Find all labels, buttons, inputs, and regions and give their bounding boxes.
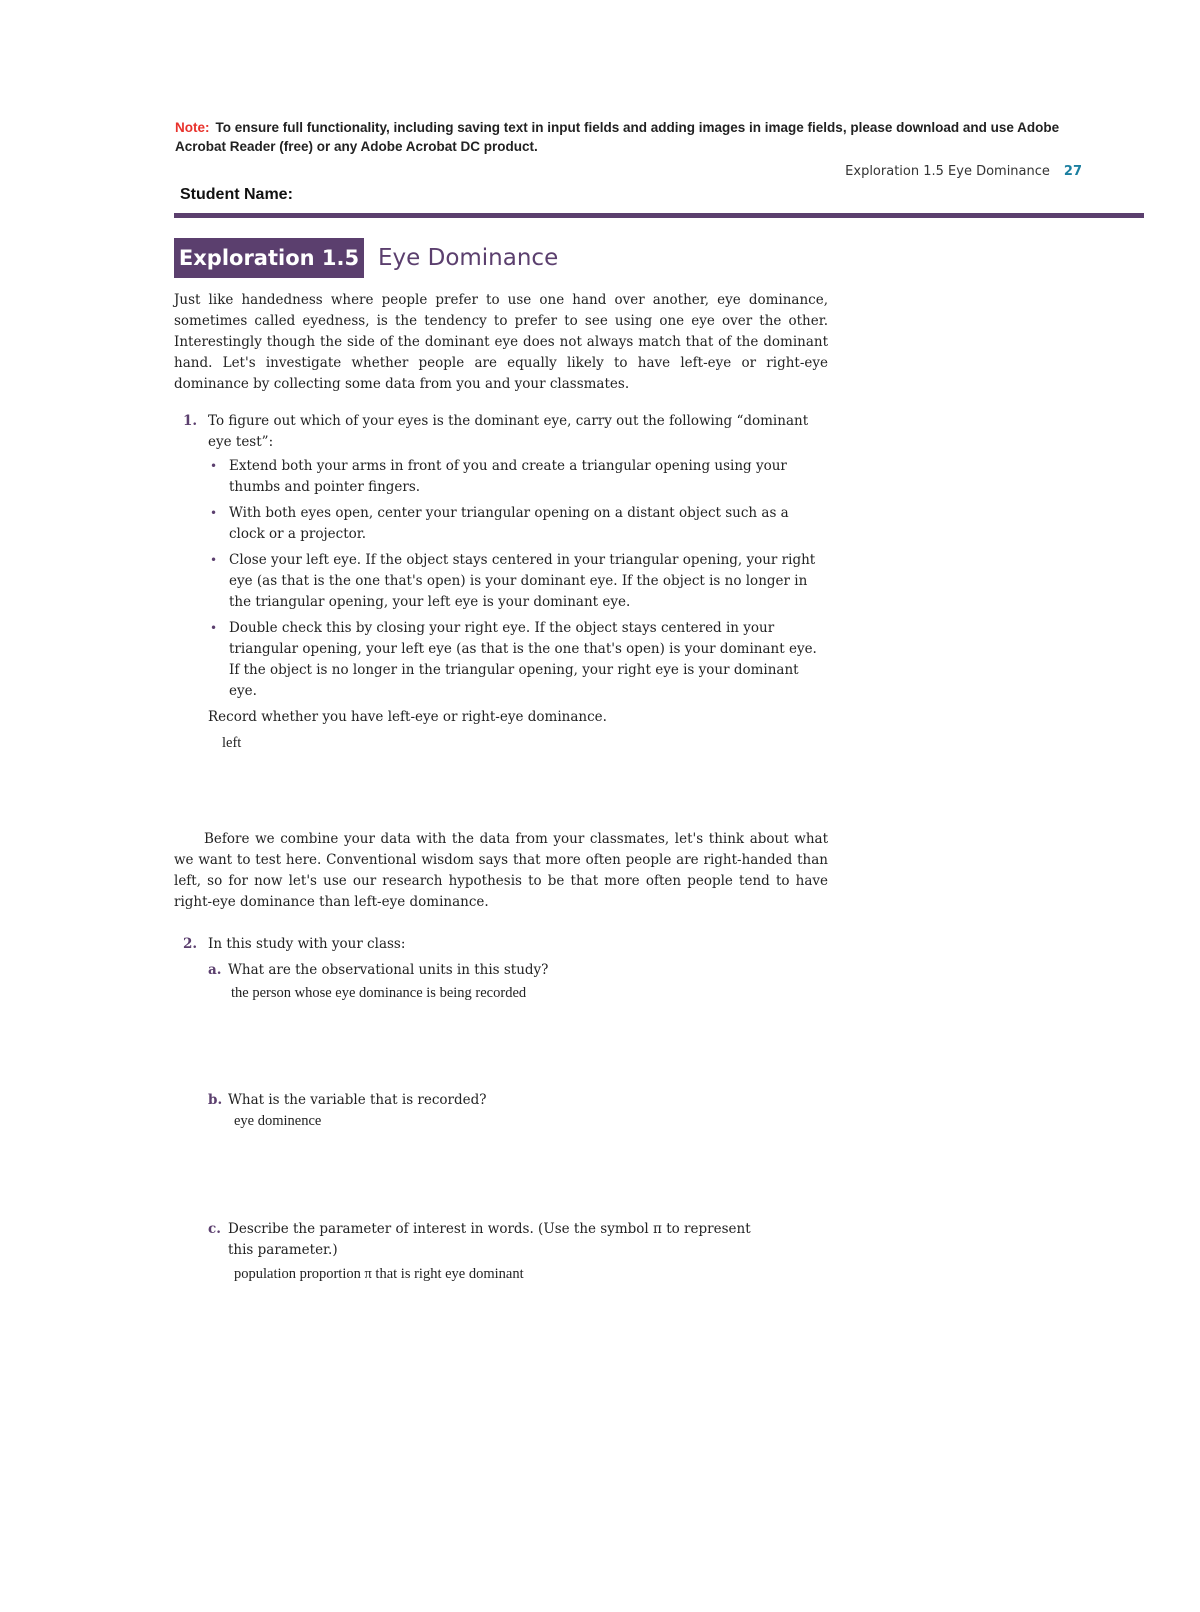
running-head-title: Exploration 1.5 Eye Dominance [845,164,1050,179]
question-2 [183,934,828,955]
question-1-text: To figure out which of your eyes is the dominant eye, carry out the following “dominant eye test”: [208,413,809,450]
question-2b [208,1090,828,1111]
record-prompt: Record whether you have left-eye or right-eye dominance. [208,709,607,725]
question-2c-letter: c. [208,1221,221,1237]
header-divider [174,213,1144,218]
question-2c-text: Describe the parameter of interest in words. (Use the symbol π to represent this parameter.) [228,1221,751,1258]
note-label: Note: [175,120,210,135]
note-text: To ensure full functionality, including saving text in input fields and adding images in image fields, please download and use Adobe Acrobat Reader (free) or any Adobe Acrobat DC product. [175,120,1060,154]
hypothesis-paragraph: Before we combine your data with the data from your classmates, let's think about what we want to test here. Conventional wisdom says that more often people are right-handed than left, so for now let's use our research hypothesis to be that more often people tend to have right-eye dominance than left-eye dominance. [174,831,828,910]
answer-field-q2a[interactable]: the person whose eye dominance is being recorded [231,985,527,1001]
question-2a [208,960,828,981]
eye-test-step: • Double check this by closing your right eye. If the object stays centered in your triangular opening, your left eye (as that is the one that's open) is your dominant eye. If the object is no longer in the triangular opening, your right eye is your dominant eye. [229,618,828,702]
question-2-number: 2. [183,936,198,952]
eye-test-step: • With both eyes open, center your triangular opening on a distant object such as a clock or a projector. [229,503,828,545]
question-2b-text: What is the variable that is recorded? [228,1092,487,1108]
page-number: 27 [1063,164,1082,179]
question-2a-letter: a. [208,962,222,978]
question-2c [208,1219,768,1261]
question-1 [183,411,828,728]
question-2b-letter: b. [208,1092,223,1108]
running-head [845,164,1082,179]
intro-text: Just like handedness where people prefer to use one hand over another, eye dominance, sometimes called eyedness, is the tendency to prefer to see using one eye over the other. Interestingly though the side of the dominant eye does not always match that of the dominant hand. Let's investigate whether people are equally likely to have left-eye or right-eye dominance by collecting some data from you and your classmates. [174,292,828,392]
eye-test-step: • Extend both your arms in front of you and create a triangular opening using your thumbs and pointer fingers. [229,456,828,498]
exploration-title: Eye Dominance [378,245,559,271]
answer-field-q2c[interactable]: population proportion π that is right eye dominant [234,1266,524,1282]
eye-test-steps [183,456,828,702]
question-1-number: 1. [183,413,198,429]
acrobat-note [175,118,1105,156]
exploration-number-badge: Exploration 1.5 [174,238,364,278]
eye-test-step: • Close your left eye. If the object stays centered in your triangular opening, your right eye (as that is the one that's open) is your dominant eye. If the object is no longer in the triangular opening, your left eye is your dominant eye. [229,550,828,613]
intro-paragraph [174,290,828,395]
question-2-text: In this study with your class: [208,936,406,952]
student-name-label: Student Name: [180,186,293,203]
question-2a-text: What are the observational units in this study? [228,962,549,978]
answer-field-q2b[interactable]: eye dominence [234,1113,322,1129]
answer-field-q1[interactable]: left [222,735,242,751]
